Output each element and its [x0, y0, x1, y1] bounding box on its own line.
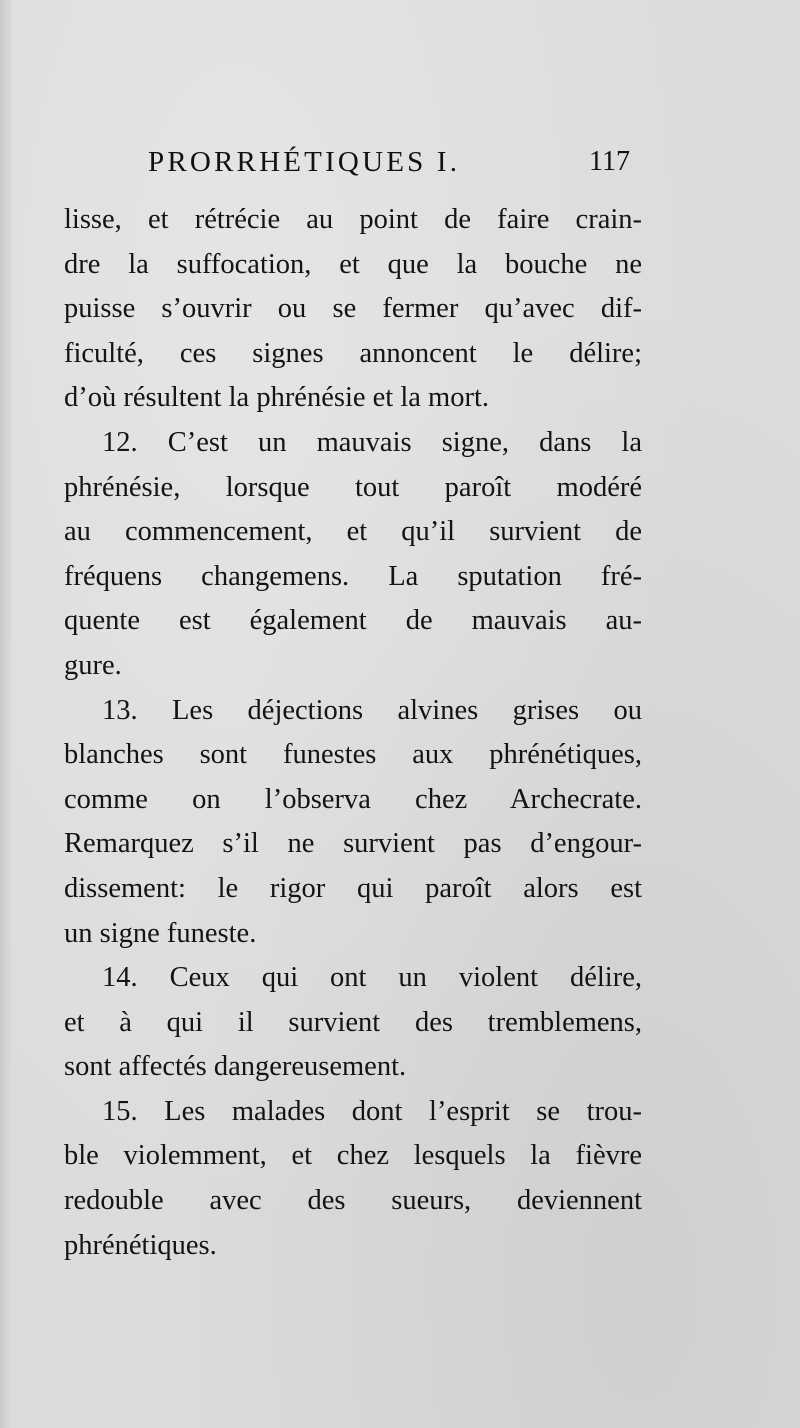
- text-line: quente est également de mauvais au-: [64, 605, 642, 637]
- text-line: redouble avec des sueurs, deviennent: [64, 1185, 642, 1217]
- text-line: ble violemment, et chez lesquels la fièvre: [64, 1140, 642, 1172]
- paragraph-13-start: 13. Les déjections alvines grises ou: [102, 694, 642, 726]
- text-line: gure.: [64, 649, 122, 681]
- text-line: dre la suffocation, et que la bouche ne: [64, 248, 642, 280]
- page-number: 117: [589, 146, 630, 177]
- page-edge-shadow: [0, 0, 12, 1428]
- text-line: Remarquez s’il ne survient pas d’engour-: [64, 828, 642, 860]
- text-line: et à qui il survient des tremblemens,: [64, 1006, 642, 1038]
- paragraph-12-start: 12. C’est un mauvais signe, dans la: [102, 426, 642, 458]
- paragraph-15-start: 15. Les malades dont l’esprit se trou-: [102, 1095, 642, 1127]
- text-line: phrénésie, lorsque tout paroît modéré: [64, 471, 642, 503]
- body-text: [64, 198, 642, 1268]
- text-line: un signe funeste.: [64, 917, 257, 949]
- text-line: puisse s’ouvrir ou se fermer qu’avec dif-: [64, 293, 642, 325]
- text-line: ficulté, ces signes annoncent le délire;: [64, 337, 642, 369]
- text-line: lisse, et rétrécie au point de faire crain-: [64, 204, 642, 235]
- text-line: comme on l’observa chez Archecrate.: [64, 783, 642, 815]
- text-line: sont affectés dangereusement.: [64, 1051, 407, 1083]
- text-line: au commencement, et qu’il survient de: [64, 516, 642, 548]
- text-line: blanches sont funestes aux phrénétiques,: [64, 739, 642, 771]
- running-head: [64, 146, 634, 190]
- text-line: dissement: le rigor qui paroît alors est: [64, 872, 642, 904]
- paragraph-14-start: 14. Ceux qui ont un violent délire,: [102, 962, 642, 994]
- running-title: PRORRHÉTIQUES I.: [148, 146, 461, 178]
- text-line: phrénétiques.: [64, 1229, 217, 1261]
- text-line: d’où résultent la phrénésie et la mort.: [64, 382, 489, 414]
- text-line: fréquens changemens. La sputation fré-: [64, 560, 642, 592]
